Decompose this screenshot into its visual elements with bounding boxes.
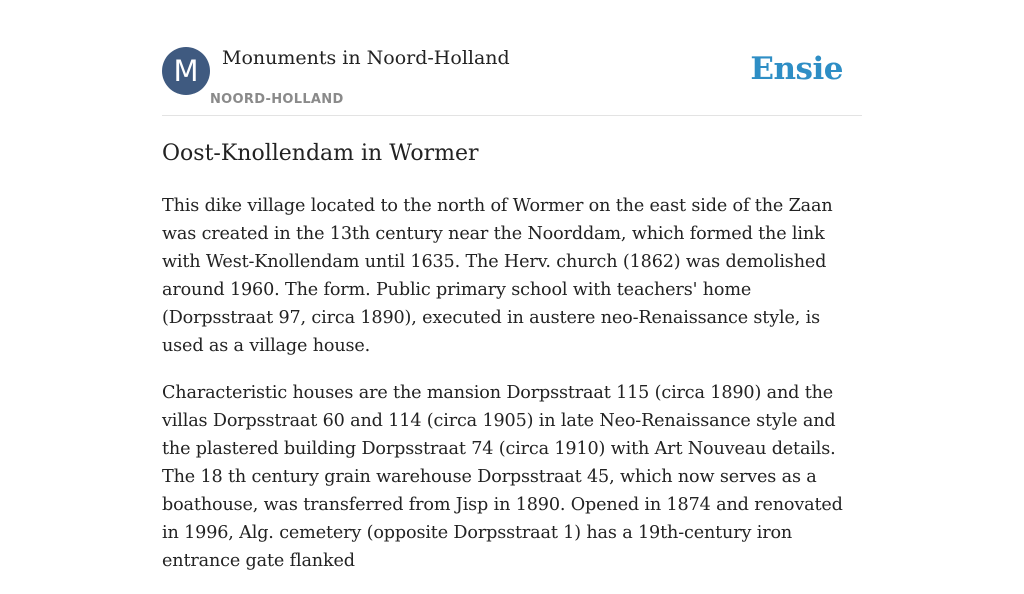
content-container bbox=[162, 0, 862, 571]
collection-avatar[interactable]: M bbox=[162, 47, 210, 95]
header bbox=[162, 0, 862, 116]
article-body bbox=[162, 192, 862, 594]
article-title: Oost-Knollendam in Wormer bbox=[162, 141, 479, 166]
article-paragraph: This dike village located to the north of Wormer on the east side of the Zaan was created in the 13th century near the Noorddam, which formed the link with West-Knollendam until 1635. The Herv. church (1862) was demolished around 1960. The form. Public primary school with teachers' home (Dorpsstraat 97, circa 1890), executed in austere neo-Renaissance style, is used as a village house. bbox=[162, 196, 833, 356]
category-link[interactable]: NOORD-HOLLAND bbox=[210, 92, 344, 107]
collection-title-link[interactable]: Monuments in Noord-Holland bbox=[222, 47, 510, 69]
ensie-logo[interactable]: Ensie bbox=[750, 51, 843, 87]
article-paragraph: Characteristic houses are the mansion Dorpsstraat 115 (circa 1890) and the villas Dorpsstraat 60 and 114 (circa 1905) in late Neo-Renaissance style and the plastered building Dorpsstraat 74 (circa 1910) with Art Nouveau details. The 18 th century grain warehouse Dorpsstraat 45, which now serves as a boathouse, was transferred from Jisp in 1890. Opened in 1874 and renovated in 1996, Alg. cemetery (opposite Dorpsstraat 1) has a 19th-century iron entrance gate flanked bbox=[162, 383, 843, 571]
